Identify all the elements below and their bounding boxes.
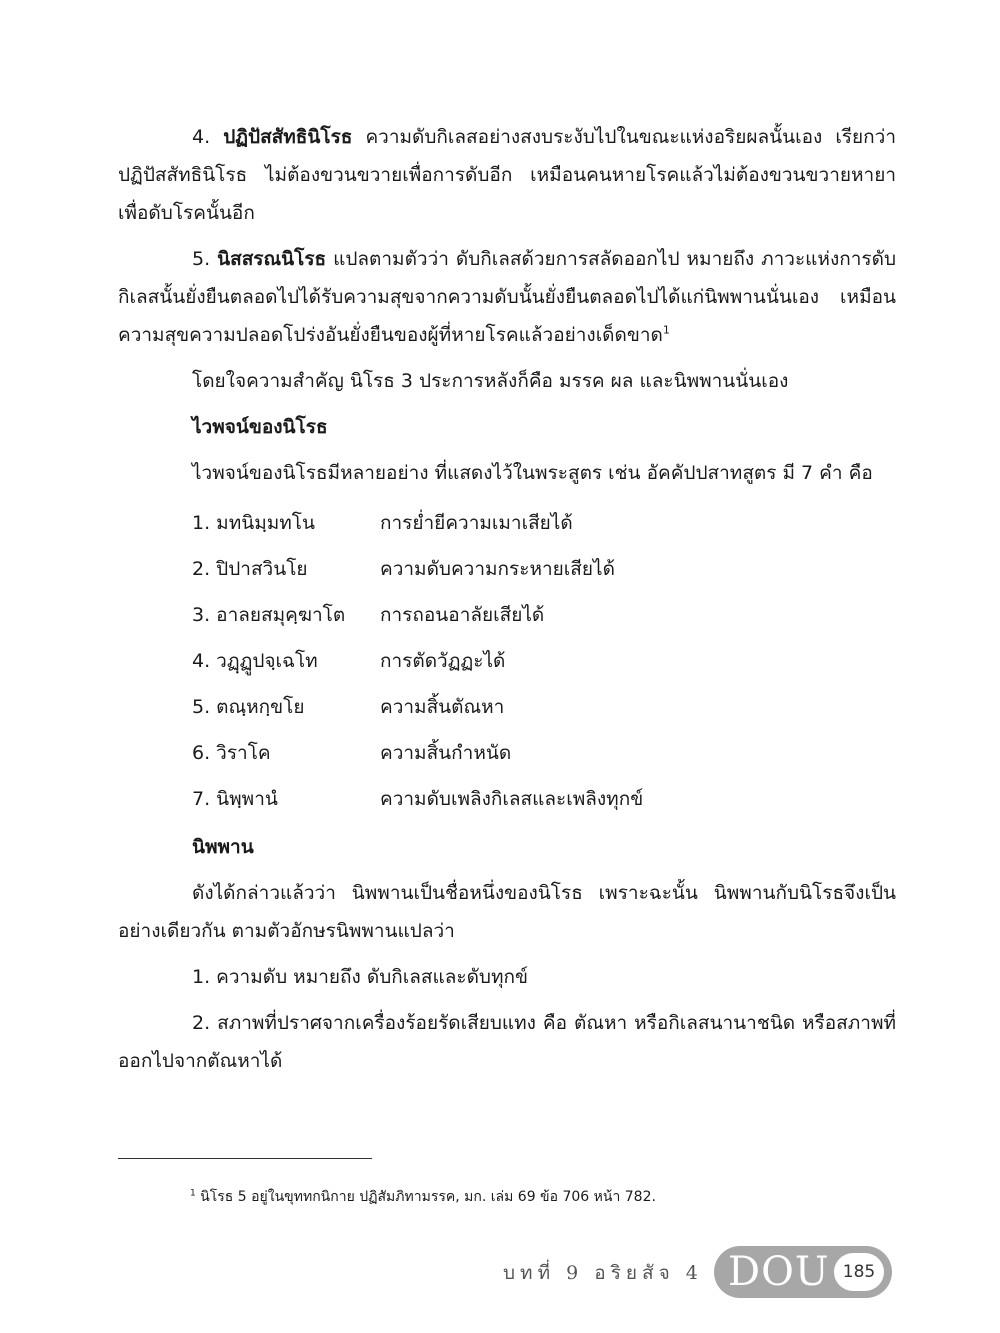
list-item — [192, 500, 896, 546]
summary-line: โดยใจความสำคัญ นิโรธ 3 ประการหลังก็คือ มรรค ผล และนิพพานนั่นเอง — [192, 370, 789, 392]
paragraph-nirodha-5 — [118, 240, 896, 354]
dou-logo: DOU — [728, 1249, 830, 1295]
paragraph-text: ความดับกิเลสอย่างสงบระงับไปในขณะแห่งอริยผลนั้นเอง เรียกว่า ปฏิปัสสัทธินิโรธ ไม่ต้องขวนขวายเพื่อการดับอีก เหมือนคนหายโรคแล้วไม่ต้องขวนขวายหายาเพื่อดับโรคนั้นอีก — [118, 126, 896, 224]
synonym-meaning: ความดับเพลิงกิเลสและเพลิงทุกข์ — [380, 788, 644, 810]
item-number: 4. — [192, 126, 211, 148]
term-nissarana-nirodha: นิสสรณนิโรธ — [217, 248, 327, 270]
list-item — [192, 546, 896, 592]
footnote-divider — [118, 1158, 372, 1159]
footnote — [190, 1186, 656, 1208]
footnote-marker: 1 — [190, 1188, 196, 1199]
synonym-meaning: ความดับความกระหายเสียได้ — [380, 558, 615, 580]
paragraph-text: แปลตามตัวว่า ดับกิเลสด้วยการสลัดออกไป หมายถึง ภาวะแห่งการดับกิเลสนั้นยั่งยืนตลอดไปได้รับความสุขจากความดับนั้นยั่งยืนตลอดไปได้แก่นิพพานนั่นเอง เหมือนความสุขความปลอดโปร่งอันยั่งยืนของผู้ที่หายโรคแล้วอย่างเด็ดขาด — [118, 248, 896, 346]
footnote-text: นิโรธ 5 อยู่ในขุททกนิกาย ปฏิสัมภิทามรรค, มก. เล่ม 69 ข้อ 706 หน้า 782. — [195, 1189, 656, 1205]
list-item — [192, 638, 896, 684]
section-heading-nibbana: นิพพาน — [192, 836, 254, 858]
synonym-term: 5. ตณฺหกฺขโย — [192, 696, 305, 718]
nibbana-point-2: 2. สภาพที่ปราศจากเครื่องร้อยรัดเสียบแทง คือ ตัณหา หรือกิเลสนานาชนิด หรือสภาพที่ออกไปจากตัณหาได้ — [118, 1012, 896, 1072]
synonym-term: 2. ปิปาสวินโย — [192, 558, 308, 580]
item-number: 5. — [192, 248, 211, 270]
footnote-reference[interactable]: 1 — [662, 323, 670, 337]
paragraph-nirodha-4 — [118, 118, 896, 232]
synonym-meaning: ความสิ้นตัณหา — [380, 696, 505, 718]
synonym-term: 4. วฏฺฏูปจฺเฉโท — [192, 650, 318, 672]
list-item — [192, 730, 896, 776]
synonym-term: 6. วิราโค — [192, 742, 271, 764]
list-item — [192, 684, 896, 730]
section-heading-synonyms: ไวพจน์ของนิโรธ — [192, 416, 328, 438]
page-badge — [714, 1246, 892, 1298]
synonym-meaning: การถอนอาลัยเสียได้ — [380, 604, 545, 626]
chapter-footer: บทที่ 9 อริยสัจ 4 — [503, 1262, 703, 1284]
nibbana-intro: ดังได้กล่าวแล้วว่า นิพพานเป็นชื่อหนึ่งของนิโรธ เพราะฉะนั้น นิพพานกับนิโรธจึงเป็นอย่างเดียวกัน ตามตัวอักษรนิพพานแปลว่า — [118, 882, 896, 942]
synonym-term: 3. อาลยสมุคฺฆาโต — [192, 604, 346, 626]
synonym-meaning: การย่ำยีความเมาเสียได้ — [380, 512, 573, 534]
synonyms-intro: ไวพจน์ของนิโรธมีหลายอย่าง ที่แสดงไว้ในพระสูตร เช่น อัคคัปปสาทสูตร มี 7 คำ คือ — [192, 462, 873, 484]
term-patippassaddhi-nirodha: ปฏิปัสสัทธินิโรธ — [223, 126, 353, 148]
synonym-meaning: ความสิ้นกำหนัด — [380, 742, 512, 764]
synonym-term: 7. นิพฺพานํ — [192, 788, 278, 810]
page-body — [118, 118, 896, 1088]
page-number: 185 — [834, 1253, 884, 1291]
synonym-list — [192, 500, 896, 822]
list-item — [192, 776, 896, 822]
synonym-term: 1. มทนิมฺมทโน — [192, 512, 315, 534]
synonym-meaning: การตัดวัฏฏะได้ — [380, 650, 506, 672]
list-item — [192, 592, 896, 638]
nibbana-point-1: 1. ความดับ หมายถึง ดับกิเลสและดับทุกข์ — [192, 966, 528, 988]
